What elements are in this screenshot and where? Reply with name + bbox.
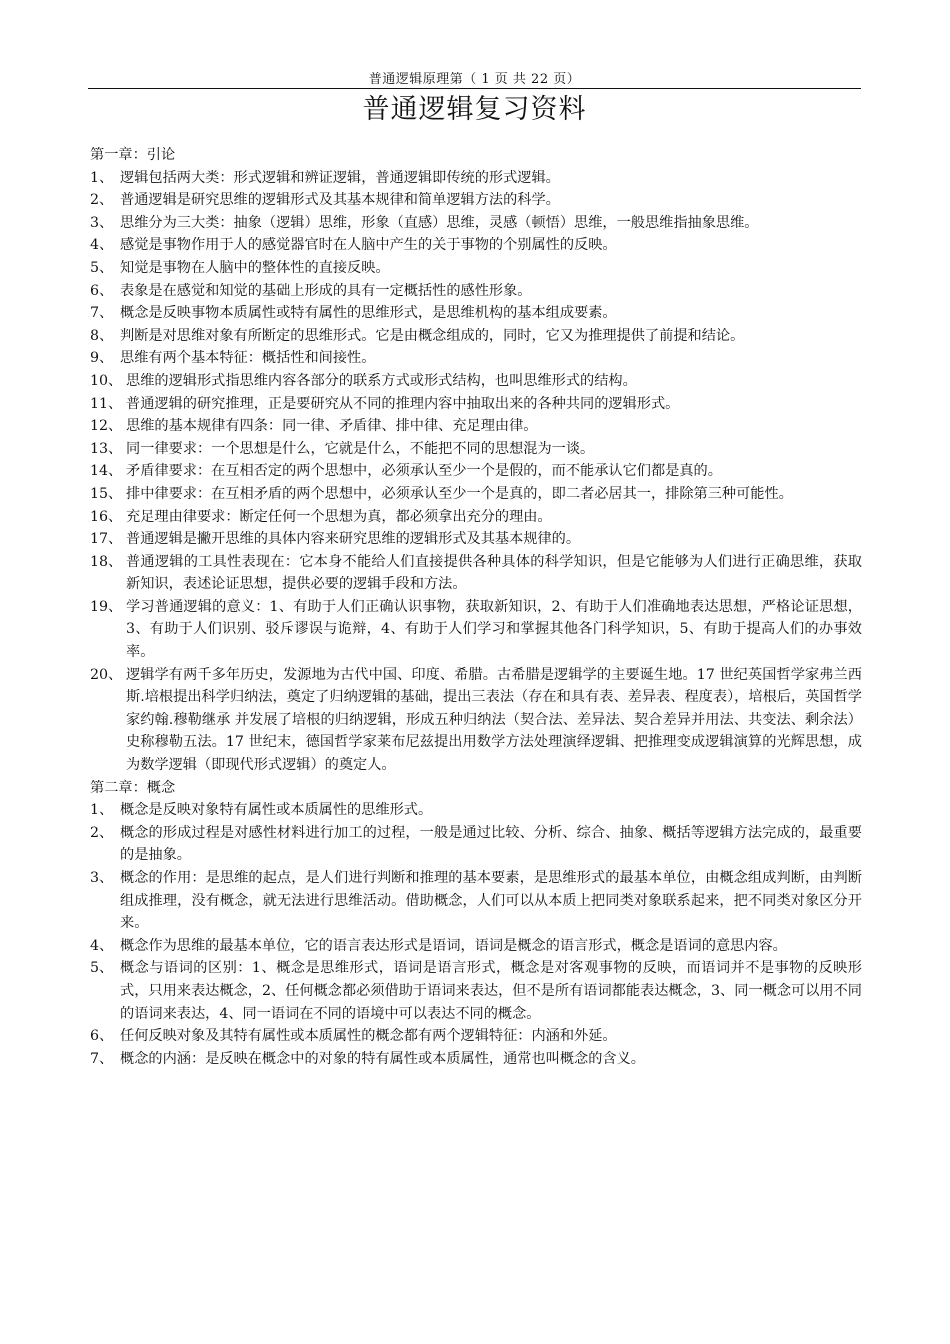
list-item [90,415,862,438]
item-text: 概念与语词的区别：1、概念是思维形式，语词是语言形式，概念是对客观事物的反映，而语词并不是事物的反映形式，只用来表达概念，2、任何概念都必须借助于语词来表达，但不是所有语词都能表达概念，3、同一概念可以用不同的语词来表达，4、同一语词在不同的语境中可以表达不同的概念。 [120,960,862,1022]
list-item [90,867,862,935]
document-body [90,144,862,1070]
item-text: 排中律要求：在互相矛盾的两个思想中，必须承认至少一个是真的，即二者必居其一，排除第三种可能性。 [126,485,793,502]
list-item [90,551,862,596]
item-text: 概念是反映对象特有属性或本质属性的思维形式。 [120,802,433,819]
list-item [90,483,862,506]
item-number: 13、 [90,440,123,457]
item-text: 普通逻辑的研究推理，正是要研究从不同的推理内容中抽取出来的各种共同的逻辑形式。 [126,395,680,412]
item-number: 8、 [90,327,114,344]
item-number: 14、 [90,463,123,480]
item-number: 17、 [90,531,123,548]
item-number: 5、 [90,259,114,276]
list-item [90,234,862,257]
item-text: 普通逻辑是研究思维的逻辑形式及其基本规律和简单逻辑方法的科学。 [120,192,560,209]
list-item [90,325,862,348]
item-text: 普通逻辑的工具性表现在：它本身不能给人们直接提供各种具体的科学知识，但是它能够为人们进行正确思维，获取新知识，表述论证思想，提供必要的逻辑手段和方法。 [126,553,862,593]
list-item [90,212,862,235]
list-item [90,506,862,529]
list-item [90,280,862,303]
item-number: 7、 [90,305,114,322]
running-header: 普通逻辑原理第（ 1 页 共 22 页） [368,72,581,87]
item-text: 概念的作用：是思维的起点，是人们进行判断和推理的基本要素，是思维形式的最基本单位，由概念组成判断，由判断组成推理，没有概念，就无法进行思维活动。借助概念，人们可以从本质上把同类对象联系起来，把不同类对象区分开来。 [120,870,862,932]
item-list [90,799,862,1070]
list-item [90,1048,862,1071]
item-number: 6、 [90,1028,114,1045]
item-text: 逻辑学有两千多年历史，发源地为古代中国、印度、希腊。古希腊是逻辑学的主要诞生地。17 世纪英国哲学家弗兰西斯.培根提出科学归纳法，奠定了归纳逻辑的基础，提出三表法（存在和具有表、差异表、程度表），培根后，英国哲学家约翰.穆勒继承 并发展了培根的归纳逻辑，形成五种归纳法（契合法、差异法、契合差异并用法、共变法、剩余法）史称穆勒五法。17 世纪末，德国哲学家莱布尼兹提出用数学方法处理演绎逻辑、把推理变成逻辑演算的光辉思想，成为数学逻辑（即现代形式逻辑）的奠定人。 [126,666,862,774]
chapter-1-section [90,144,862,777]
item-text: 概念的形成过程是对感性材料进行加工的过程，一般是通过比较、分析、综合、抽象、概括等逻辑方法完成的，最重要的是抽象。 [120,824,862,864]
list-item [90,460,862,483]
item-text: 普通逻辑是撇开思维的具体内容来研究思维的逻辑形式及其基本规律的。 [126,531,581,548]
chapter-heading: 第二章：概念 [90,779,176,796]
list-item [90,393,862,416]
item-text: 判断是对思维对象有所断定的思维形式。它是由概念组成的，同时，它又为推理提供了前提和结论。 [120,327,745,344]
item-number: 2、 [90,192,114,209]
list-item [90,302,862,325]
item-number: 20、 [90,666,123,683]
list-item [90,347,862,370]
item-text: 学习普通逻辑的意义：1、有助于人们正确认识事物，获取新知识，2、有助于人们准确地表达思想，严格论证思想，3、有助于人们识别、驳斥谬误与诡辩，4、有助于人们学习和掌握其他各门科学知识，5、有助于提高人们的办事效率。 [126,598,862,661]
item-number: 15、 [90,485,123,502]
item-text: 表象是在感觉和知觉的基础上形成的具有一定概括性的感性形象。 [120,282,532,299]
list-item [90,822,862,867]
item-number: 12、 [90,418,123,435]
item-text: 概念是反映事物本质属性或特有属性的思维形式，是思维机构的基本组成要素。 [120,305,617,322]
item-text: 知觉是事物在人脑中的整体性的直接反映。 [120,259,390,276]
item-text: 同一律要求：一个思想是什么，它就是什么，不能把不同的思想混为一谈。 [126,440,595,457]
list-item [90,799,862,822]
item-number: 2、 [90,824,114,841]
list-item [90,189,862,212]
header-rule [88,88,861,89]
list-item [90,664,862,777]
item-number: 1、 [90,802,114,819]
chapter-heading: 第一章：引论 [90,147,176,163]
item-number: 6、 [90,282,114,299]
item-number: 4、 [90,237,114,254]
document-title: 普通逻辑复习资料 [362,94,587,125]
item-text: 概念作为思维的最基本单位，它的语言表达形式是语词，语词是概念的语言形式，概念是语词的意思内容。 [120,937,787,954]
item-text: 概念的内涵：是反映在概念中的对象的特有属性或本质属性，通常也叫概念的含义。 [120,1050,645,1067]
item-number: 1、 [90,169,114,186]
item-number: 9、 [90,350,114,367]
item-number: 18、 [90,553,123,570]
item-text: 思维的逻辑形式指思维内容各部分的联系方式或形式结构，也叫思维形式的结构。 [126,372,637,389]
item-text: 感觉是事物作用于人的感觉器官时在人脑中产生的关于事物的个别属性的反映。 [120,237,617,254]
item-number: 11、 [90,395,123,412]
item-text: 思维的基本规律有四条：同一律、矛盾律、排中律、充足理由律。 [126,418,538,435]
list-item [90,528,862,551]
item-number: 16、 [90,508,123,525]
list-item [90,257,862,280]
item-number: 5、 [90,960,114,977]
list-item [90,957,862,1025]
list-item [90,596,862,664]
item-text: 思维有两个基本特征：概括性和间接性。 [120,350,376,367]
item-text: 逻辑包括两大类：形式逻辑和辨证逻辑，普通逻辑即传统的形式逻辑。 [120,169,560,186]
item-number: 3、 [90,214,114,231]
item-text: 充足理由律要求：断定任何一个思想为真，都必须拿出充分的理由。 [126,508,552,525]
list-item [90,1025,862,1048]
item-number: 3、 [90,870,114,886]
item-number: 4、 [90,937,114,954]
list-item [90,370,862,393]
chapter-2-section [90,777,862,1071]
item-text: 任何反映对象及其特有属性或本质属性的概念都有两个逻辑特征：内涵和外延。 [120,1028,617,1045]
item-text: 思维分为三大类：抽象（逻辑）思维，形象（直感）思维，灵感（顿悟）思维，一般思维指抽象思维。 [120,214,759,231]
list-item [90,935,862,958]
item-text: 矛盾律要求：在互相否定的两个思想中，必须承认至少一个是假的，而不能承认它们都是真的。 [126,463,722,480]
item-number: 10、 [90,372,123,389]
item-number: 19、 [90,598,123,615]
item-list [90,167,862,777]
list-item [90,167,862,190]
list-item [90,438,862,461]
item-number: 7、 [90,1050,114,1067]
